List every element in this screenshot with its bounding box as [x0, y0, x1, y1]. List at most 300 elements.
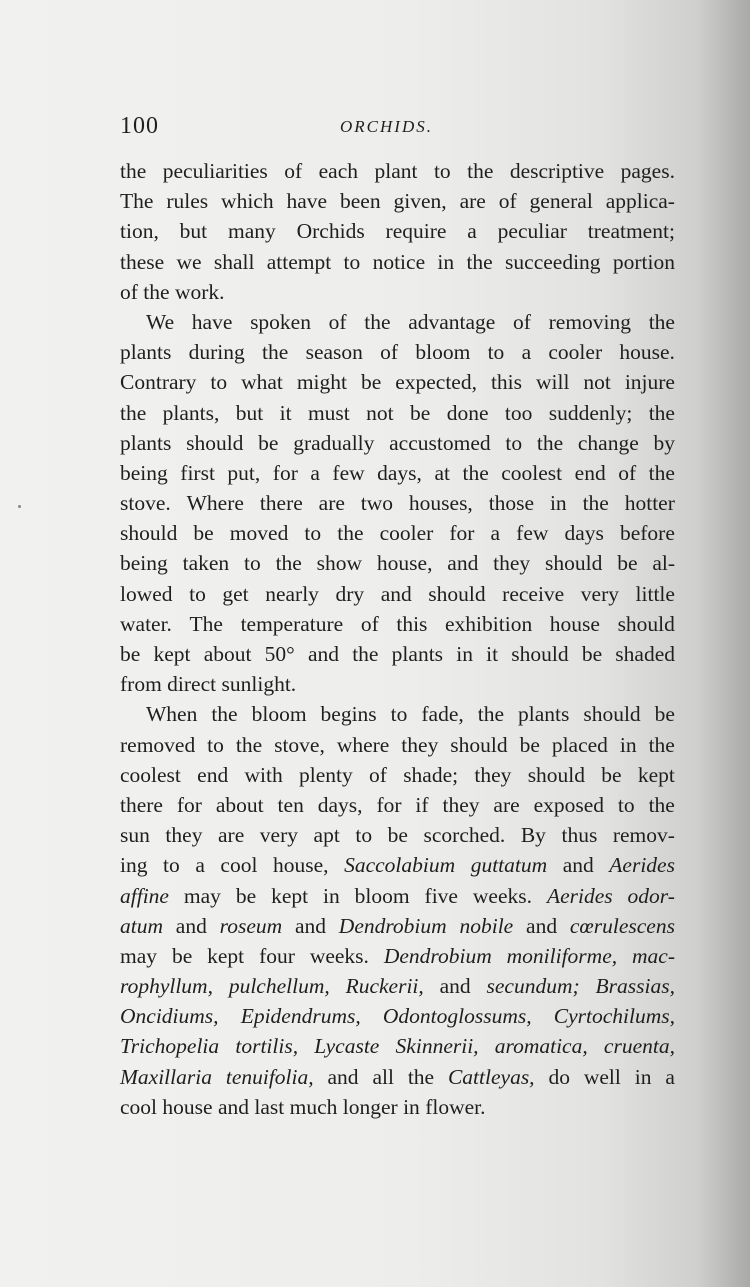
- word: by: [653, 430, 675, 455]
- word: be: [617, 551, 638, 576]
- word: in: [619, 732, 637, 757]
- word: the: [262, 340, 289, 365]
- word: temperature: [240, 611, 344, 636]
- word: flower.: [425, 1094, 486, 1119]
- word: shade;: [403, 762, 459, 787]
- word: peculiar: [497, 219, 567, 244]
- word: being: [120, 551, 168, 576]
- word: and: [439, 974, 471, 999]
- word: pages.: [620, 159, 675, 183]
- word: accustomed: [389, 430, 491, 455]
- word: rules: [166, 189, 209, 214]
- word: should: [450, 732, 508, 757]
- word: season: [305, 340, 363, 365]
- word: a: [521, 340, 532, 365]
- word: with: [244, 762, 283, 787]
- word: Ruckerii,: [345, 974, 424, 999]
- word: peculiarities: [162, 159, 268, 183]
- word: plants: [120, 430, 172, 455]
- word: pulchellum,: [228, 974, 330, 999]
- word: to: [433, 159, 451, 183]
- word: are: [318, 491, 345, 516]
- text-line: [120, 156, 675, 186]
- word: of: [380, 340, 399, 365]
- text-line: [120, 488, 675, 518]
- word: to: [343, 249, 361, 274]
- word: the: [648, 792, 675, 817]
- word: be: [581, 642, 603, 666]
- text-line: [120, 186, 675, 216]
- word: ing: [120, 853, 148, 878]
- word: the: [477, 702, 505, 727]
- word: change: [577, 430, 639, 455]
- word: Oncidiums,: [120, 1004, 219, 1029]
- word: By: [520, 823, 546, 848]
- word: odor-: [627, 883, 675, 908]
- word: few: [332, 460, 365, 485]
- word: to: [505, 430, 523, 455]
- word: scorched.: [423, 823, 506, 848]
- word: applica-: [605, 189, 675, 214]
- word: house.: [619, 340, 675, 365]
- word: about: [203, 642, 252, 666]
- word: weeks.: [472, 883, 533, 908]
- word: the: [407, 1064, 435, 1089]
- word: Dendrobium: [338, 913, 447, 938]
- word: if: [415, 792, 429, 817]
- word: aromatica,: [494, 1034, 588, 1059]
- word: rophyllum,: [120, 974, 213, 999]
- word: stove,: [274, 732, 325, 757]
- word: we: [176, 249, 202, 274]
- word: and: [307, 642, 340, 666]
- text-line: [120, 277, 675, 307]
- word: nobile: [459, 913, 514, 938]
- word: the: [337, 521, 364, 546]
- word: the: [648, 732, 675, 757]
- word: each: [318, 159, 359, 183]
- word: notice: [372, 249, 426, 274]
- word: The: [189, 611, 223, 636]
- word: house: [162, 1094, 213, 1119]
- word: will: [535, 370, 570, 395]
- word: should: [186, 430, 244, 455]
- word: tenuifolia,: [225, 1064, 314, 1089]
- word: the: [648, 460, 675, 485]
- text-line: [120, 639, 675, 669]
- word: thus: [561, 823, 598, 848]
- word: for: [376, 792, 402, 817]
- word: lowed: [120, 581, 173, 606]
- word: We: [146, 309, 175, 334]
- word: they: [165, 823, 203, 848]
- word: it: [486, 642, 499, 666]
- word: 50°: [264, 642, 295, 666]
- word: Trichopelia: [120, 1034, 220, 1059]
- word: shall: [213, 249, 255, 274]
- word: removed: [120, 732, 196, 757]
- word: sunlight.: [221, 672, 297, 697]
- word: to: [390, 702, 408, 727]
- word: ten: [277, 792, 304, 817]
- word: first: [180, 460, 215, 485]
- word: cooler: [379, 521, 434, 546]
- word: for: [176, 792, 202, 817]
- word: fade,: [421, 702, 464, 727]
- word: Cattleyas,: [447, 1064, 535, 1089]
- word: of: [360, 611, 379, 636]
- word: Lycaste: [314, 1034, 380, 1059]
- word: in: [437, 249, 455, 274]
- word: to: [355, 823, 373, 848]
- word: mac-: [632, 943, 675, 968]
- word: of: [513, 309, 531, 334]
- word: the: [352, 642, 379, 666]
- word: and: [327, 1064, 359, 1089]
- word: to: [207, 732, 224, 757]
- word: to: [244, 551, 261, 576]
- word: attempt: [266, 249, 332, 274]
- word: to: [487, 340, 505, 365]
- word: last: [254, 1094, 285, 1119]
- word: kept: [207, 943, 245, 968]
- word: but: [235, 400, 264, 425]
- word: sun: [120, 823, 150, 848]
- word: and: [380, 581, 412, 606]
- word: this: [396, 611, 428, 636]
- word: Dendrobium: [383, 943, 492, 968]
- text-line: [120, 398, 675, 428]
- word: in: [634, 1064, 652, 1089]
- word: put,: [227, 460, 261, 485]
- word: house,: [376, 551, 433, 576]
- word: suddenly;: [548, 400, 633, 425]
- word: many: [228, 219, 276, 244]
- word: bloom: [354, 883, 410, 908]
- word: done: [446, 400, 489, 425]
- word: kept: [153, 642, 191, 666]
- word: the: [120, 400, 147, 425]
- word: the: [536, 430, 564, 455]
- word: the: [235, 732, 263, 757]
- word: nearly: [265, 581, 319, 606]
- text-line: [120, 367, 675, 397]
- word: of: [120, 279, 138, 304]
- word: very: [580, 581, 619, 606]
- word: little: [635, 581, 675, 606]
- word: tion,: [120, 219, 159, 244]
- word: Brassias,: [595, 974, 675, 999]
- word: and: [294, 913, 326, 938]
- word: too: [504, 400, 533, 425]
- word: Aerides: [546, 883, 613, 908]
- word: cool: [220, 853, 258, 878]
- text-line: [120, 307, 675, 337]
- word: be: [258, 430, 279, 455]
- word: all: [372, 1064, 394, 1089]
- word: tortilis,: [235, 1034, 299, 1059]
- word: al-: [652, 551, 675, 576]
- word: plants: [120, 340, 172, 365]
- word: moniliforme,: [506, 943, 618, 968]
- word: a: [310, 460, 320, 485]
- word: kept: [271, 883, 309, 908]
- word: to: [617, 792, 635, 817]
- word: houses,: [408, 491, 473, 516]
- word: they: [493, 551, 531, 576]
- word: there: [259, 491, 303, 516]
- word: and: [217, 1094, 249, 1119]
- word: cruenta,: [603, 1034, 675, 1059]
- running-title: ORCHIDS.: [340, 117, 433, 136]
- word: be: [120, 642, 141, 666]
- word: remov-: [612, 823, 675, 848]
- word: there: [120, 792, 163, 817]
- word: be: [387, 823, 408, 848]
- page-header: [120, 113, 680, 145]
- word: direct: [167, 672, 217, 697]
- word: Maxillaria: [120, 1064, 212, 1089]
- word: The: [120, 189, 154, 214]
- word: of: [328, 309, 347, 334]
- word: the: [467, 159, 494, 183]
- word: taken: [182, 551, 230, 576]
- word: about: [215, 792, 264, 817]
- word: general: [529, 189, 593, 214]
- word: and: [526, 913, 558, 938]
- word: expected,: [395, 370, 477, 395]
- word: the: [275, 551, 302, 576]
- word: the: [143, 279, 170, 304]
- word: are: [459, 189, 486, 214]
- word: to: [163, 853, 180, 878]
- word: of: [369, 762, 387, 787]
- word: in: [456, 642, 473, 666]
- text-line: [120, 881, 675, 911]
- word: affine: [120, 883, 169, 908]
- word: for: [272, 460, 298, 485]
- word: guttatum: [470, 853, 548, 878]
- word: When: [146, 702, 198, 727]
- text-line: [120, 518, 675, 548]
- body-text: [120, 156, 675, 1122]
- word: days: [564, 521, 604, 546]
- word: exhibition: [445, 611, 533, 636]
- word: atum: [120, 913, 163, 938]
- word: shaded: [615, 642, 675, 666]
- word: be: [654, 702, 675, 727]
- word: of: [498, 189, 517, 214]
- word: are: [493, 792, 520, 817]
- word: and: [447, 551, 479, 576]
- word: days,: [377, 460, 422, 485]
- word: a: [490, 521, 501, 546]
- word: descriptive: [509, 159, 605, 183]
- word: two: [360, 491, 394, 516]
- word: in: [549, 491, 567, 516]
- word: where: [336, 732, 390, 757]
- word: four: [259, 943, 295, 968]
- text-line: [120, 337, 675, 367]
- word: the: [466, 249, 493, 274]
- word: not: [583, 370, 611, 395]
- word: should: [545, 551, 603, 576]
- word: the: [462, 460, 489, 485]
- word: before: [619, 521, 675, 546]
- word: succeeding: [505, 249, 601, 274]
- word: dry: [335, 581, 365, 606]
- word: plant: [374, 159, 418, 183]
- word: from: [120, 672, 162, 697]
- word: Contrary: [120, 370, 197, 395]
- word: and: [175, 913, 207, 938]
- word: Aerides: [609, 853, 675, 878]
- word: Skinnerii,: [395, 1034, 479, 1059]
- word: roseum: [219, 913, 283, 938]
- word: show: [316, 551, 363, 576]
- word: to: [210, 370, 228, 395]
- word: bloom: [415, 340, 471, 365]
- word: should: [617, 611, 675, 636]
- word: Epidendrums,: [240, 1004, 361, 1029]
- word: coolest: [120, 762, 181, 787]
- word: bloom: [251, 702, 307, 727]
- word: they: [474, 762, 512, 787]
- word: require: [385, 219, 447, 244]
- word: not: [366, 400, 394, 425]
- text-line: [120, 1001, 675, 1031]
- word: water.: [120, 611, 172, 636]
- word: for: [449, 521, 475, 546]
- text-line: [120, 699, 675, 729]
- word: the: [582, 491, 609, 516]
- word: of: [284, 159, 303, 183]
- word: house,: [272, 853, 329, 878]
- word: given,: [393, 189, 447, 214]
- word: much: [289, 1094, 338, 1119]
- text-line: [120, 579, 675, 609]
- text-line: [120, 609, 675, 639]
- word: be: [171, 943, 193, 968]
- word: coolest: [501, 460, 563, 485]
- word: get: [222, 581, 249, 606]
- word: apt: [313, 823, 340, 848]
- word: Cyrtochilums,: [553, 1004, 675, 1029]
- word: end: [574, 460, 606, 485]
- word: hotter: [624, 491, 675, 516]
- word: the: [648, 400, 675, 425]
- word: be: [235, 883, 257, 908]
- page-number: 100: [120, 113, 159, 139]
- word: longer: [342, 1094, 398, 1119]
- text-line: [120, 971, 675, 1001]
- word: the: [648, 309, 675, 334]
- word: kept: [637, 762, 675, 787]
- word: house: [549, 611, 600, 636]
- word: the: [120, 159, 147, 183]
- word: the: [211, 702, 238, 727]
- word: moved: [229, 521, 289, 546]
- word: and: [562, 853, 594, 878]
- word: Odontoglossums,: [382, 1004, 532, 1029]
- word: to: [189, 581, 206, 606]
- word: do: [548, 1064, 570, 1089]
- word: in: [403, 1094, 420, 1119]
- paper-speck: [18, 505, 21, 508]
- word: secundum;: [486, 974, 580, 999]
- word: stove.: [120, 491, 171, 516]
- word: be: [410, 400, 431, 425]
- word: Saccolabium: [344, 853, 456, 878]
- text-line: [120, 850, 675, 880]
- word: at: [434, 460, 450, 485]
- word: few: [516, 521, 549, 546]
- word: injure: [624, 370, 675, 395]
- word: gradually: [293, 430, 375, 455]
- word: plenty: [298, 762, 353, 787]
- word: they: [401, 732, 439, 757]
- text-line: [120, 1092, 675, 1122]
- word: should: [511, 642, 569, 666]
- word: in: [323, 883, 340, 908]
- text-line: [120, 548, 675, 578]
- word: might: [296, 370, 347, 395]
- word: a: [665, 1064, 675, 1089]
- word: should: [428, 581, 486, 606]
- word: be: [193, 521, 214, 546]
- word: five: [424, 883, 458, 908]
- text-line: [120, 790, 675, 820]
- word: to: [304, 521, 322, 546]
- word: which: [221, 189, 274, 214]
- word: portion: [612, 249, 675, 274]
- word: have: [191, 309, 233, 334]
- word: end: [197, 762, 229, 787]
- text-line: [120, 1062, 675, 1092]
- word: days,: [317, 792, 363, 817]
- word: Where: [186, 491, 244, 516]
- word: very: [259, 823, 298, 848]
- word: should: [583, 702, 641, 727]
- word: should: [527, 762, 586, 787]
- word: should: [120, 521, 178, 546]
- word: plants,: [162, 400, 220, 425]
- text-line: [120, 941, 675, 971]
- word: a: [195, 853, 205, 878]
- word: are: [218, 823, 245, 848]
- text-line: [120, 1031, 675, 1061]
- text-line: [120, 669, 675, 699]
- word: work.: [174, 279, 225, 304]
- text-line: [120, 760, 675, 790]
- word: plants: [518, 702, 570, 727]
- word: plants: [391, 642, 444, 666]
- word: being: [120, 460, 168, 485]
- word: they: [442, 792, 480, 817]
- word: what: [241, 370, 283, 395]
- word: spoken: [250, 309, 311, 334]
- word: removing: [548, 309, 632, 334]
- word: well: [583, 1064, 621, 1089]
- word: this: [490, 370, 523, 395]
- text-line: [120, 216, 675, 246]
- word: may: [183, 883, 221, 908]
- word: cool: [120, 1094, 158, 1119]
- word: advantage: [408, 309, 496, 334]
- text-line: [120, 458, 675, 488]
- word: be: [360, 370, 382, 395]
- word: a: [467, 219, 477, 244]
